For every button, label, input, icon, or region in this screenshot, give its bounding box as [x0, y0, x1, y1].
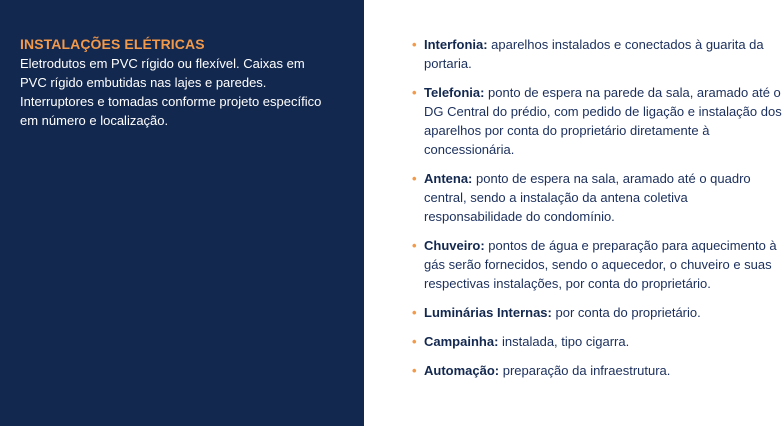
section-title: INSTALAÇÕES ELÉTRICAS [20, 36, 205, 52]
spec-item-title: Interfonia: [424, 37, 488, 52]
spec-item-antena [412, 169, 782, 226]
left-panel [0, 0, 364, 426]
spec-item-text: aparelhos instalados e conectados à guarita da portaria. [424, 37, 764, 71]
spec-item-chuveiro [412, 236, 782, 293]
spec-item-title: Luminárias Internas: [424, 305, 552, 320]
spec-item-telefonia [412, 83, 782, 159]
bullet-icon: • [412, 238, 417, 253]
bullet-icon: • [412, 85, 417, 100]
bullet-icon: • [412, 363, 417, 378]
bullet-icon: • [412, 334, 417, 349]
spec-item-title: Chuveiro: [424, 238, 485, 253]
spec-item-text: pontos de água e preparação para aquecimento à gás serão fornecidos, sendo o aquecedor, o chuveiro e suas respectivas instalações, por conta do proprietário. [424, 238, 777, 291]
bullet-icon: • [412, 171, 417, 186]
spec-item-interfonia [412, 35, 782, 73]
spec-item-text: preparação da infraestrutura. [499, 363, 671, 378]
spec-item-luminarias [412, 303, 782, 322]
spec-item-title: Campainha: [424, 334, 499, 349]
bullet-icon: • [412, 305, 417, 320]
spec-item-text: por conta do proprietário. [551, 305, 701, 320]
spec-item-text: ponto de espera na sala, aramado até o quadro central, sendo a instalação da antena coletiva responsabilidade do condomínio. [424, 171, 751, 224]
spec-item-campainha [412, 332, 782, 351]
bullet-icon: • [412, 37, 417, 52]
spec-list [412, 35, 782, 390]
section-body: Eletrodutos em PVC rígido ou flexível. Caixas em PVC rígido embutidas nas lajes e paredes. Interruptores e tomadas conforme projeto específico em número e localização. [20, 56, 322, 128]
spec-item-text: instalada, tipo cigarra. [498, 334, 630, 349]
spec-item-title: Telefonia: [424, 85, 485, 100]
spec-item-title: Antena: [424, 171, 473, 186]
right-panel [364, 0, 782, 426]
spec-item-text: ponto de espera na parede da sala, aramado até o DG Central do prédio, com pedido de ligação e instalação dos aparelhos por conta do proprietário diretamente à concessionária. [424, 85, 782, 157]
spec-item-title: Automação: [424, 363, 500, 378]
spec-item-automacao [412, 361, 782, 380]
